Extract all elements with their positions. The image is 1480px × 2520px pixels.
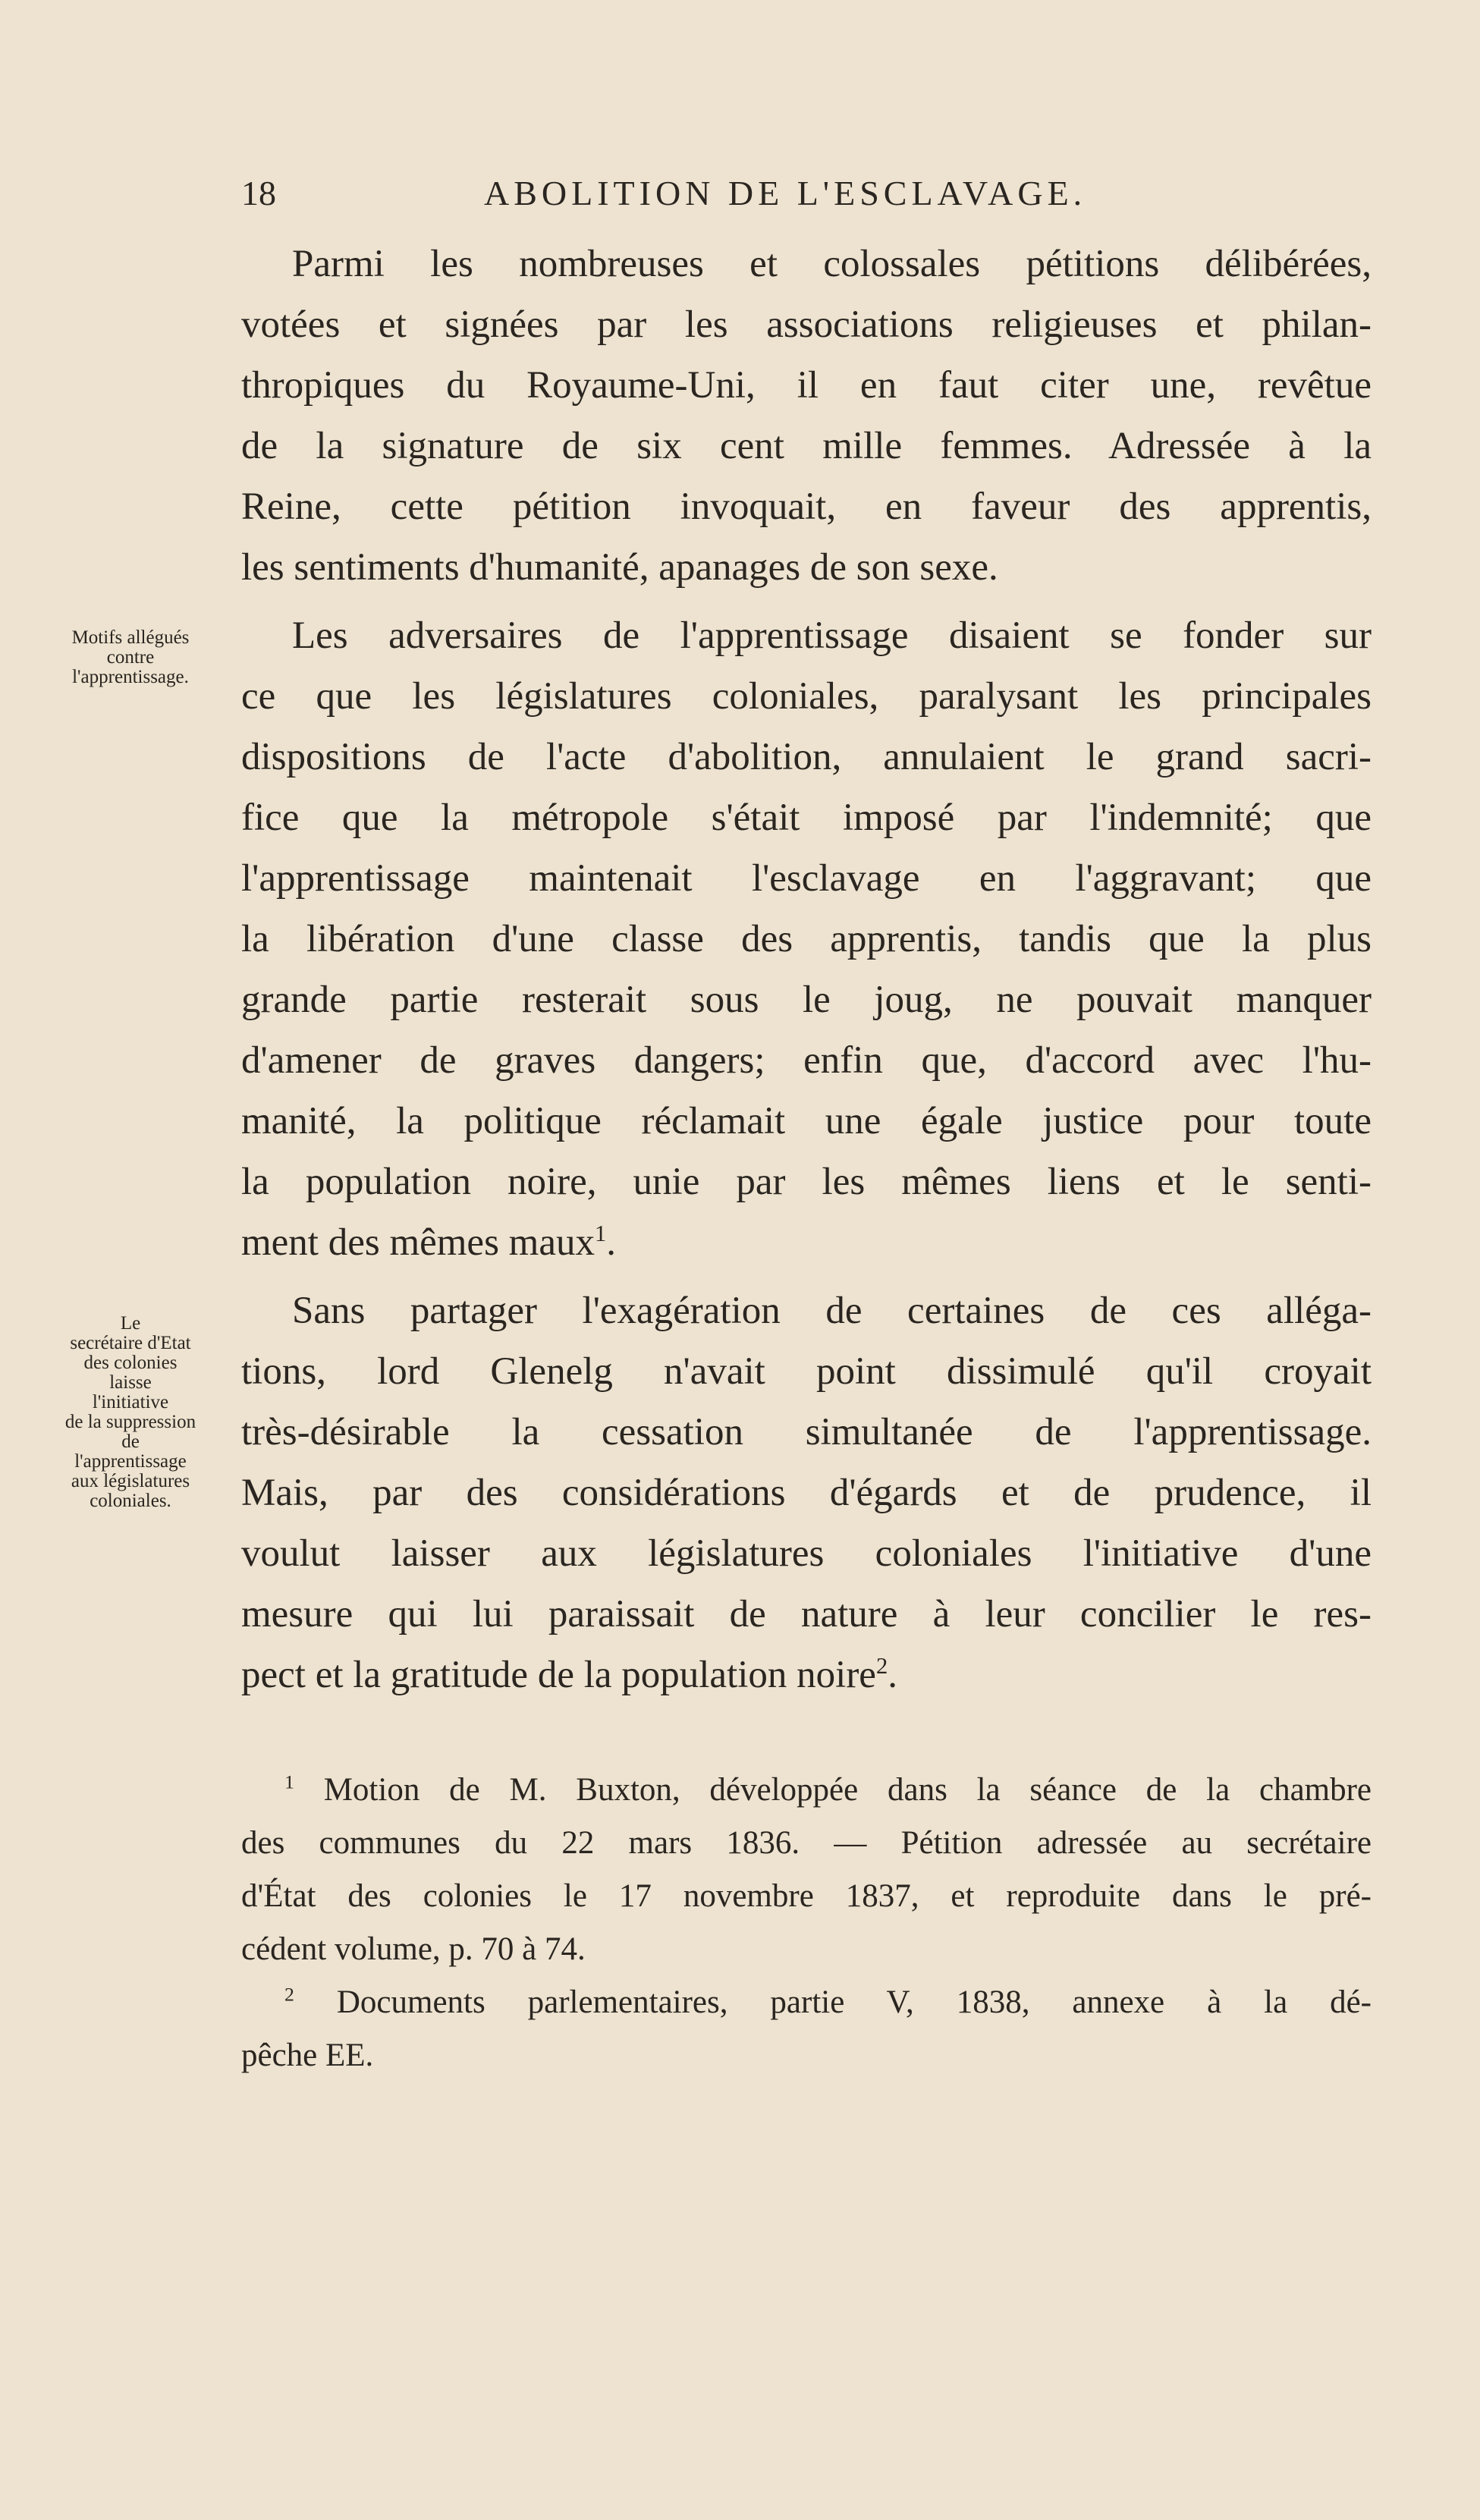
footnote-text: Documents parlementaires, partie V, 1838, annexe à la dé- (336, 1984, 1372, 2020)
footnote-line: cédent volume, p. 70 à 74. (241, 1931, 586, 1967)
text-line-content: ment des mêmes maux (241, 1221, 595, 1264)
text-line (241, 1652, 1372, 1698)
margin-note-line: l'initiative (92, 1392, 169, 1412)
margin-note-line: des colonies (83, 1353, 178, 1373)
footnote-marker-1: 1 (284, 1771, 294, 1793)
margin-note-line: Motifs allégués (71, 627, 190, 648)
margin-note-line: Le (120, 1313, 141, 1334)
text-line: tions, lord Glenelg n'avait point dissimulé qu'il croyait (241, 1350, 1372, 1393)
text-line: l'apprentissage maintenait l'esclavage en l'aggravant; que (241, 857, 1372, 900)
text-line: Sans partager l'exagération de certaines de ces alléga- (292, 1290, 1372, 1332)
margin-note-line: aux législatures (71, 1471, 190, 1491)
text-line: grande partie resterait sous le joug, ne pouvait manquer (241, 979, 1372, 1021)
margin-note-line: coloniales. (90, 1491, 171, 1511)
running-title: ABOLITION DE L'ESCLAVAGE. (484, 174, 1087, 212)
line-period: . (606, 1221, 617, 1264)
text-line: dispositions de l'acte d'abolition, annulaient le grand sacri- (241, 736, 1372, 778)
text-line: thropiques du Royaume-Uni, il en faut citer une, revêtue (241, 364, 1372, 407)
text-line: Reine, cette pétition invoquait, en faveur des apprentis, (241, 485, 1372, 528)
margin-note-line: l'apprentissage. (72, 667, 189, 687)
footnote-marker-2: 2 (284, 1983, 294, 2006)
text-line: Parmi les nombreuses et colossales pétitions délibérées, (292, 243, 1372, 285)
margin-note-line: de (121, 1431, 140, 1452)
text-line: très-désirable la cessation simultanée de l'apprentissage. (241, 1411, 1372, 1453)
text-line: les sentiments d'humanité, apanages de son sexe. (241, 546, 998, 589)
footnote-line: pêche EE. (241, 2038, 374, 2073)
text-line: Mais, par des considérations d'égards et de prudence, il (241, 1472, 1372, 1514)
footnote-line (284, 1771, 1372, 1810)
text-line: mesure qui lui paraissait de nature à leur concilier le res- (241, 1593, 1372, 1635)
margin-note-line: l'apprentissage (74, 1451, 187, 1472)
margin-note-secretaire (39, 1314, 222, 1511)
text-line: de la signature de six cent mille femmes. Adressée à la (241, 425, 1372, 467)
footnote-line: d'État des colonies le 17 novembre 1837, et reproduite dans le pré- (241, 1878, 1372, 1914)
text-line-content: pect et la gratitude de la population noire (241, 1654, 876, 1696)
footnote-text: Motion de M. Buxton, développée dans la séance de la chambre (323, 1772, 1372, 1808)
text-line: Les adversaires de l'apprentissage disaient se fonder sur (292, 614, 1372, 657)
page-number: 18 (241, 174, 276, 212)
text-line: d'amener de graves dangers; enfin que, d'accord avec l'hu- (241, 1039, 1372, 1082)
text-line: fice que la métropole s'était imposé par l'indemnité; que (241, 797, 1372, 839)
footnote-line (284, 1983, 1372, 2022)
text-line: votées et signées par les associations religieuses et philan- (241, 303, 1372, 346)
line-period: . (888, 1654, 897, 1696)
text-line: ce que les législatures coloniales, paralysant les principales (241, 675, 1372, 718)
margin-note-line: contre (106, 647, 155, 668)
margin-note-line: secrétaire d'Etat (70, 1333, 191, 1353)
margin-note-line: de la suppression (64, 1412, 196, 1432)
text-line: voulut laisser aux législatures coloniales l'initiative d'une (241, 1532, 1372, 1575)
margin-note-motifs (39, 628, 222, 687)
page-header (241, 173, 1372, 234)
footnote-ref-2: 2 (875, 1653, 888, 1679)
margin-note-line: laisse (109, 1372, 152, 1393)
footnote-line: des communes du 22 mars 1836. — Pétition adressée au secrétaire (241, 1825, 1372, 1861)
text-line: manité, la politique réclamait une égale justice pour toute (241, 1100, 1372, 1142)
text-line: la population noire, unie par les mêmes liens et le senti- (241, 1161, 1372, 1203)
text-line: la libération d'une classe des apprentis, tandis que la plus (241, 918, 1372, 960)
text-line (241, 1220, 1372, 1265)
footnote-ref-1: 1 (594, 1221, 607, 1246)
